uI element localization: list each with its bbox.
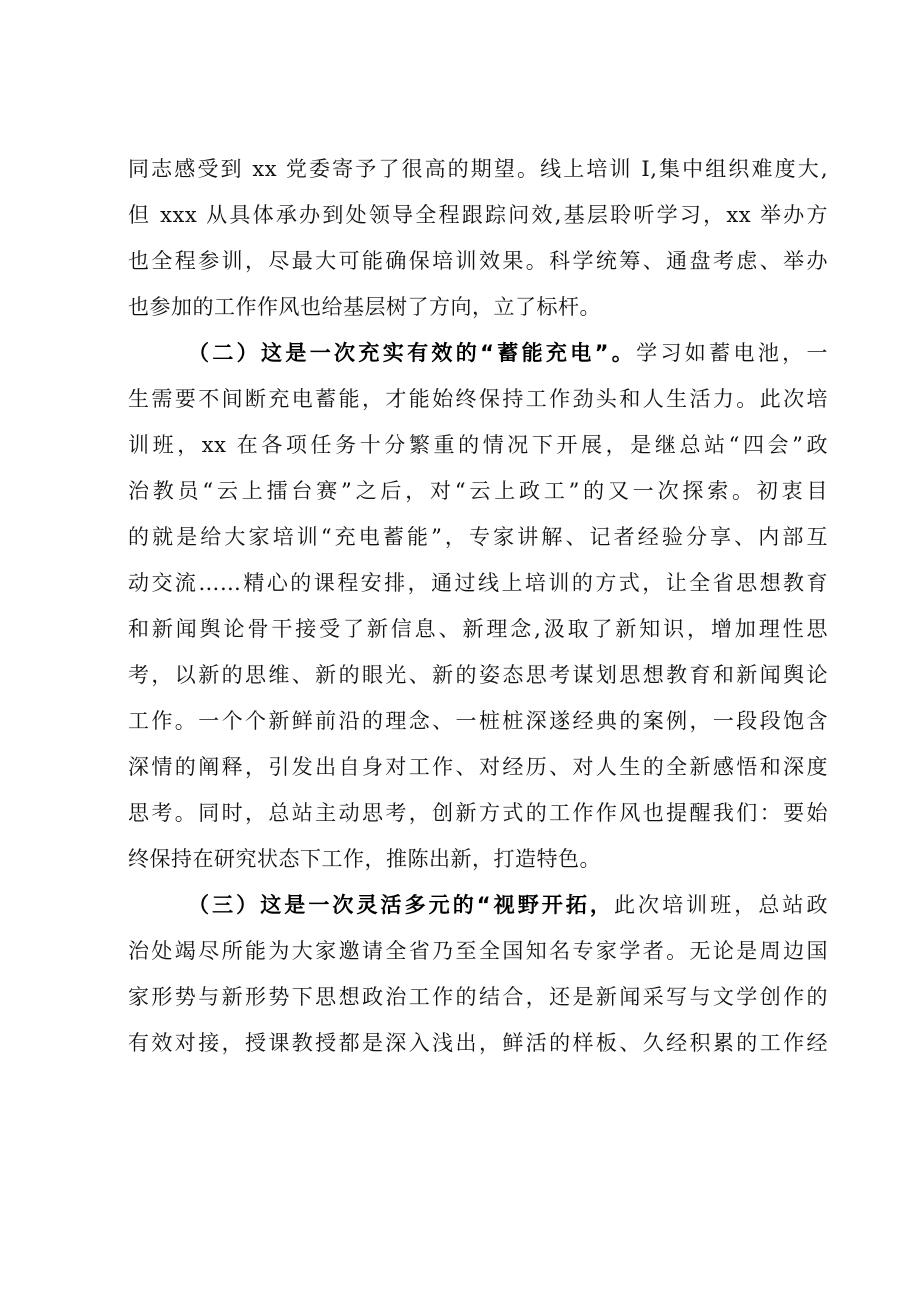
paragraph-line: 但 xxx 从具体承办到处领导全程跟踪问效,基层聆听学习，xx 举办方 [128,203,828,227]
paragraph-line: 也参加的工作作风也给基层树了方向，立了标杆。 [128,295,601,319]
paragraph-2 [128,330,828,882]
paragraph-first-line [128,330,828,376]
paragraph-line: 有效对接，授课教授都是深入浅出，鲜活的样板、久经积累的工作经 [128,1031,828,1055]
paragraph-line: 生需要不间断充电蓄能，才能始终保持工作劲头和人生活力。此次培 [128,387,828,411]
paragraph-line: 思考。同时，总站主动思考，创新方式的工作作风也提醒我们：要始 [128,801,828,825]
paragraph-line: 同志感受到 xx 党委寄予了很高的期望。线上培训 I,集中组织难度大, [128,157,828,181]
paragraph-line: 的就是给大家培训“充电蓄能”，专家讲解、记者经验分享、内部互 [128,525,828,549]
paragraph-3 [128,882,828,1066]
paragraph-line: 终保持在研究状态下工作，推陈出新，打造特色。 [128,847,601,871]
paragraph-text: 学习如蓄电池，一 [636,341,829,365]
paragraph-line: 和新闻舆论骨干接受了新信息、新理念,汲取了新知识，增加理性思 [128,617,828,641]
paragraph-line: 家形势与新形势下思想政治工作的结合，还是新闻采写与文学创作的 [128,985,828,1009]
paragraph-text: 此次培训班，总站政 [613,893,828,917]
paragraph-line: 治教员“云上擂台赛”之后，对“云上政工”的又一次探索。初衷目 [128,479,828,503]
paragraph-line: 治处竭尽所能为大家邀请全省乃至全国知名专家学者。无论是周边国 [128,939,828,963]
paragraph-line: 也全程参训，尽最大可能确保培训效果。科学统筹、通盘考虑、举办 [128,249,828,273]
section-heading-2: （二）这是一次充实有效的“蓄能充电”。 [188,341,637,365]
paragraph-line: 训班，xx 在各项任务十分繁重的情况下开展，是继总站“四会”政 [128,433,828,457]
paragraph-first-line [128,882,828,928]
paragraph-line: 工作。一个个新鲜前沿的理念、一桩桩深遂经典的案例，一段段饱含 [128,709,828,733]
paragraph-line: 考，以新的思维、新的眼光、新的姿态思考谋划思想教育和新闻舆论 [128,663,828,687]
paragraph-line: 深情的阐释，引发出自身对工作、对经历、对人生的全新感悟和深度 [128,755,828,779]
paragraph-1 [128,146,828,330]
section-heading-3: （三）这是一次灵活多元的“视野开拓， [188,893,614,917]
paragraph-line: 动交流……精心的课程安排，通过线上培训的方式，让全省思想教育 [128,571,828,595]
